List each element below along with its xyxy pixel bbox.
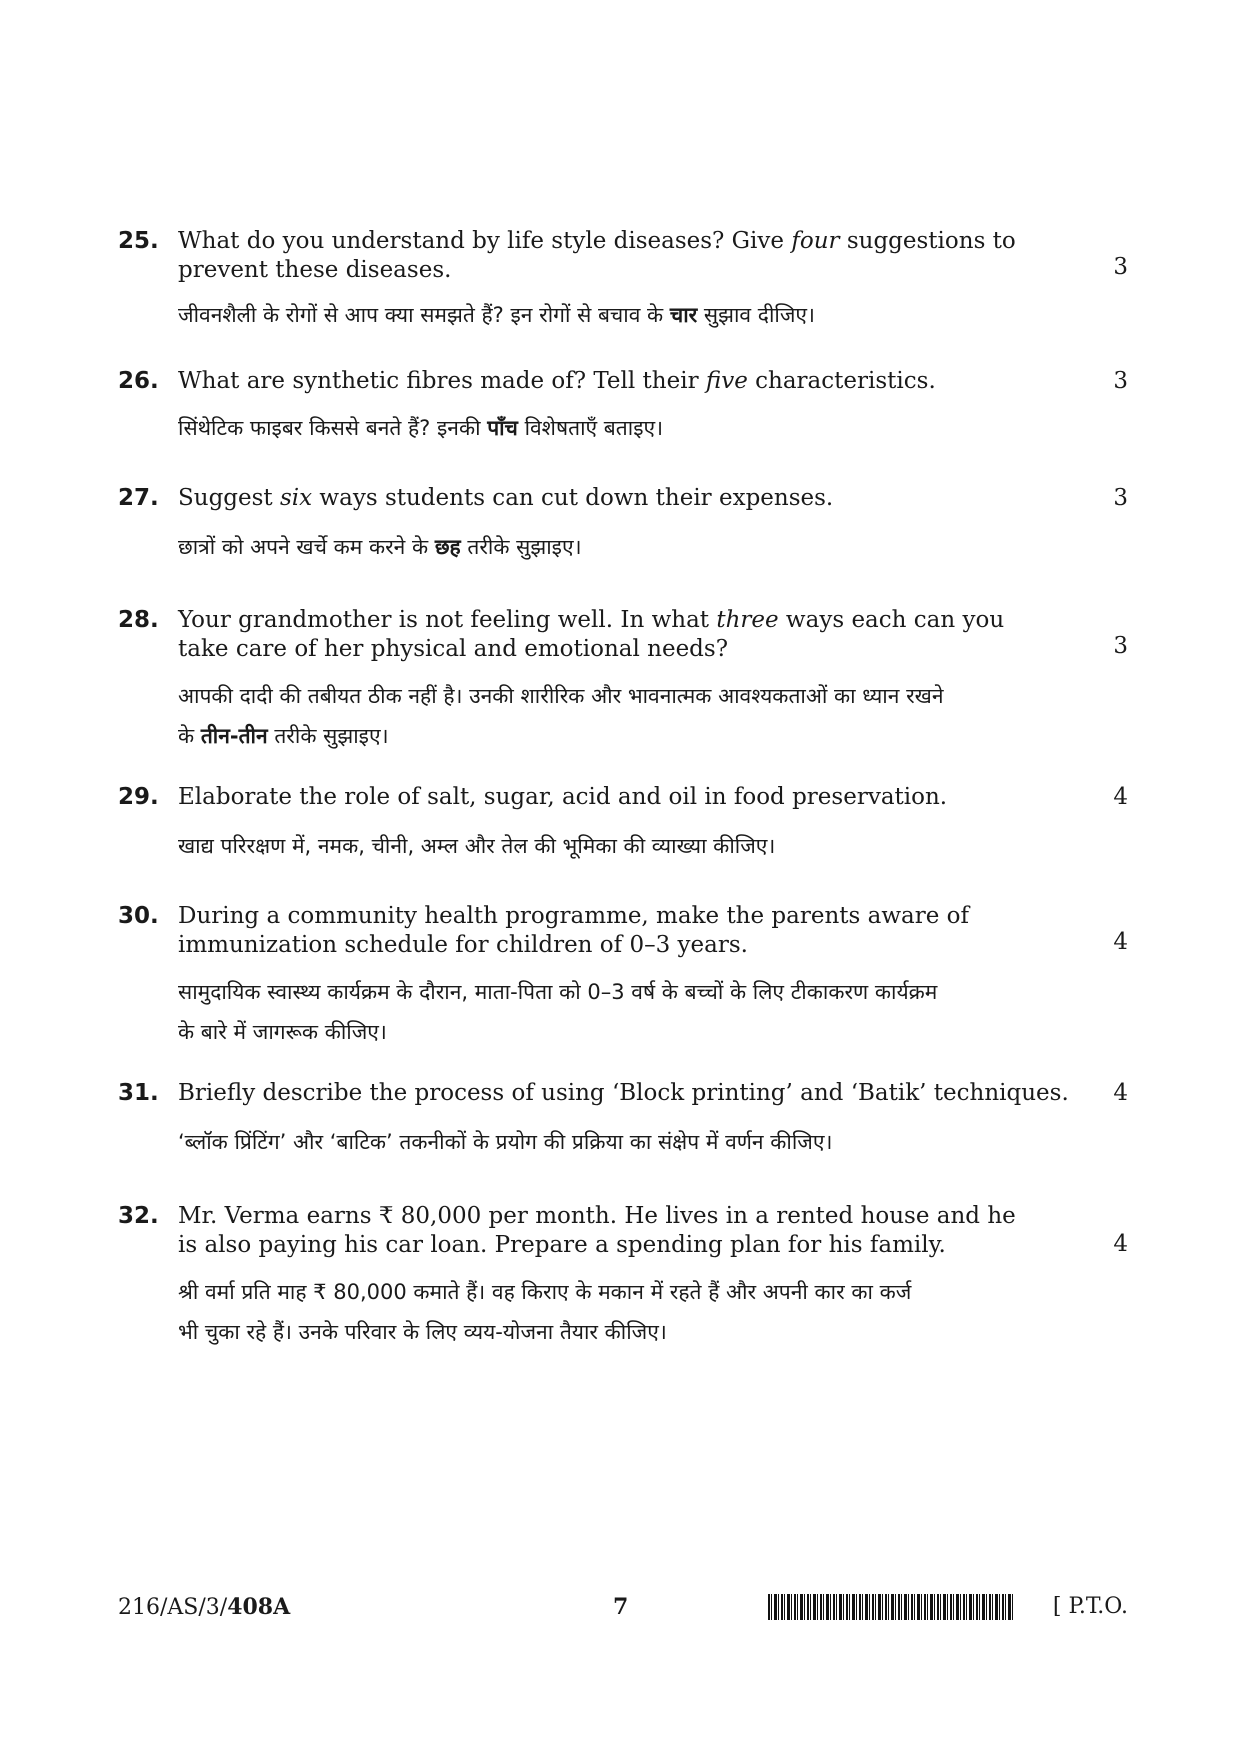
- pto-label: [ P.T.O.: [1052, 1594, 1128, 1619]
- question-number: 32.: [118, 1203, 159, 1229]
- question-number: 26.: [118, 368, 159, 394]
- paper-code: 216/AS/3/408A: [118, 1594, 291, 1620]
- question-number: 29.: [118, 784, 159, 810]
- question-text-english: What are synthetic fibres made of? Tell their five characteristics.: [178, 368, 936, 394]
- page-footer: [118, 1592, 1128, 1632]
- question-number: 30.: [118, 903, 159, 929]
- question-text-english: During a community health programme, make the parents aware of immunization schedule for children of 0–3 years.: [178, 903, 970, 958]
- question-text-hindi: छात्रों को अपने खर्चे कम करने के छह तरीके सुझाइए।: [178, 535, 582, 559]
- question-text-hindi: सिंथेटिक फाइबर किससे बनते हैं? इनकी पाँच विशेषताएँ बताइए।: [178, 416, 664, 440]
- question-text-hindi: श्री वर्मा प्रति माह ₹ 80,000 कमाते हैं। वह किराए के मकान में रहते हैं और अपनी कार का कर्ज भी चुका रहे हैं। उनके परिवार के लिए व्यय-योजना तैयार कीजिए।: [178, 1280, 912, 1344]
- question-text-hindi: सामुदायिक स्वास्थ्य कार्यक्रम के दौरान, माता-पिता को 0–3 वर्ष के बच्चों के लिए टीकाकरण कार्यक्रम के बारे में जागरूक कीजिए।: [178, 980, 938, 1044]
- marks: 4: [1113, 929, 1128, 955]
- question-text-hindi: ‘ब्लॉक प्रिंटिंग’ और ‘बाटिक’ तकनीकों के प्रयोग की प्रक्रिया का संक्षेप में वर्णन कीजिए।: [178, 1130, 833, 1154]
- page-number: 7: [613, 1594, 629, 1620]
- question-body: [178, 484, 1083, 567]
- barcode: [768, 1594, 1013, 1620]
- question-number: 27.: [118, 485, 159, 511]
- marks: 3: [1113, 485, 1128, 511]
- question-text-english: Mr. Verma earns ₹ 80,000 per month. He lives in a rented house and he is also paying his car loan. Prepare a spending plan for his family.: [178, 1203, 1016, 1258]
- question-body: [178, 1079, 1083, 1162]
- question-text-english: Your grandmother is not feeling well. In what three ways each can you take care of her physical and emotional needs?: [178, 607, 1005, 662]
- question-body: [178, 606, 1083, 756]
- marks: 3: [1113, 633, 1128, 659]
- question-text-english: Suggest six ways students can cut down their expenses.: [178, 485, 834, 511]
- question-number: 25.: [118, 228, 159, 254]
- marks: 3: [1113, 254, 1128, 280]
- question-body: [178, 227, 1083, 335]
- question-number: 28.: [118, 607, 159, 633]
- marks: 4: [1113, 1231, 1128, 1257]
- question-text-english: What do you understand by life style diseases? Give four suggestions to prevent these diseases.: [178, 228, 1016, 283]
- question-body: [178, 783, 1083, 866]
- question-text-hindi: आपकी दादी की तबीयत ठीक नहीं है। उनकी शारीरिक और भावनात्मक आवश्यकताओं का ध्यान रखने के तीन-तीन तरीके सुझाइए।: [178, 684, 944, 748]
- question-number: 31.: [118, 1080, 159, 1106]
- question-body: [178, 902, 1083, 1052]
- question-text-english: Elaborate the role of salt, sugar, acid and oil in food preservation.: [178, 784, 948, 810]
- question-body: [178, 1202, 1083, 1352]
- marks: 4: [1113, 784, 1128, 810]
- question-body: [178, 367, 1083, 448]
- question-text-english: Briefly describe the process of using ‘Block printing’ and ‘Batik’ techniques.: [178, 1080, 1069, 1106]
- question-text-hindi: जीवनशैली के रोगों से आप क्या समझते हैं? इन रोगों से बचाव के चार सुझाव दीजिए।: [178, 303, 815, 327]
- marks: 4: [1113, 1080, 1128, 1106]
- marks: 3: [1113, 368, 1128, 394]
- question-text-hindi: खाद्य परिरक्षण में, नमक, चीनी, अम्ल और तेल की भूमिका की व्याख्या कीजिए।: [178, 834, 776, 858]
